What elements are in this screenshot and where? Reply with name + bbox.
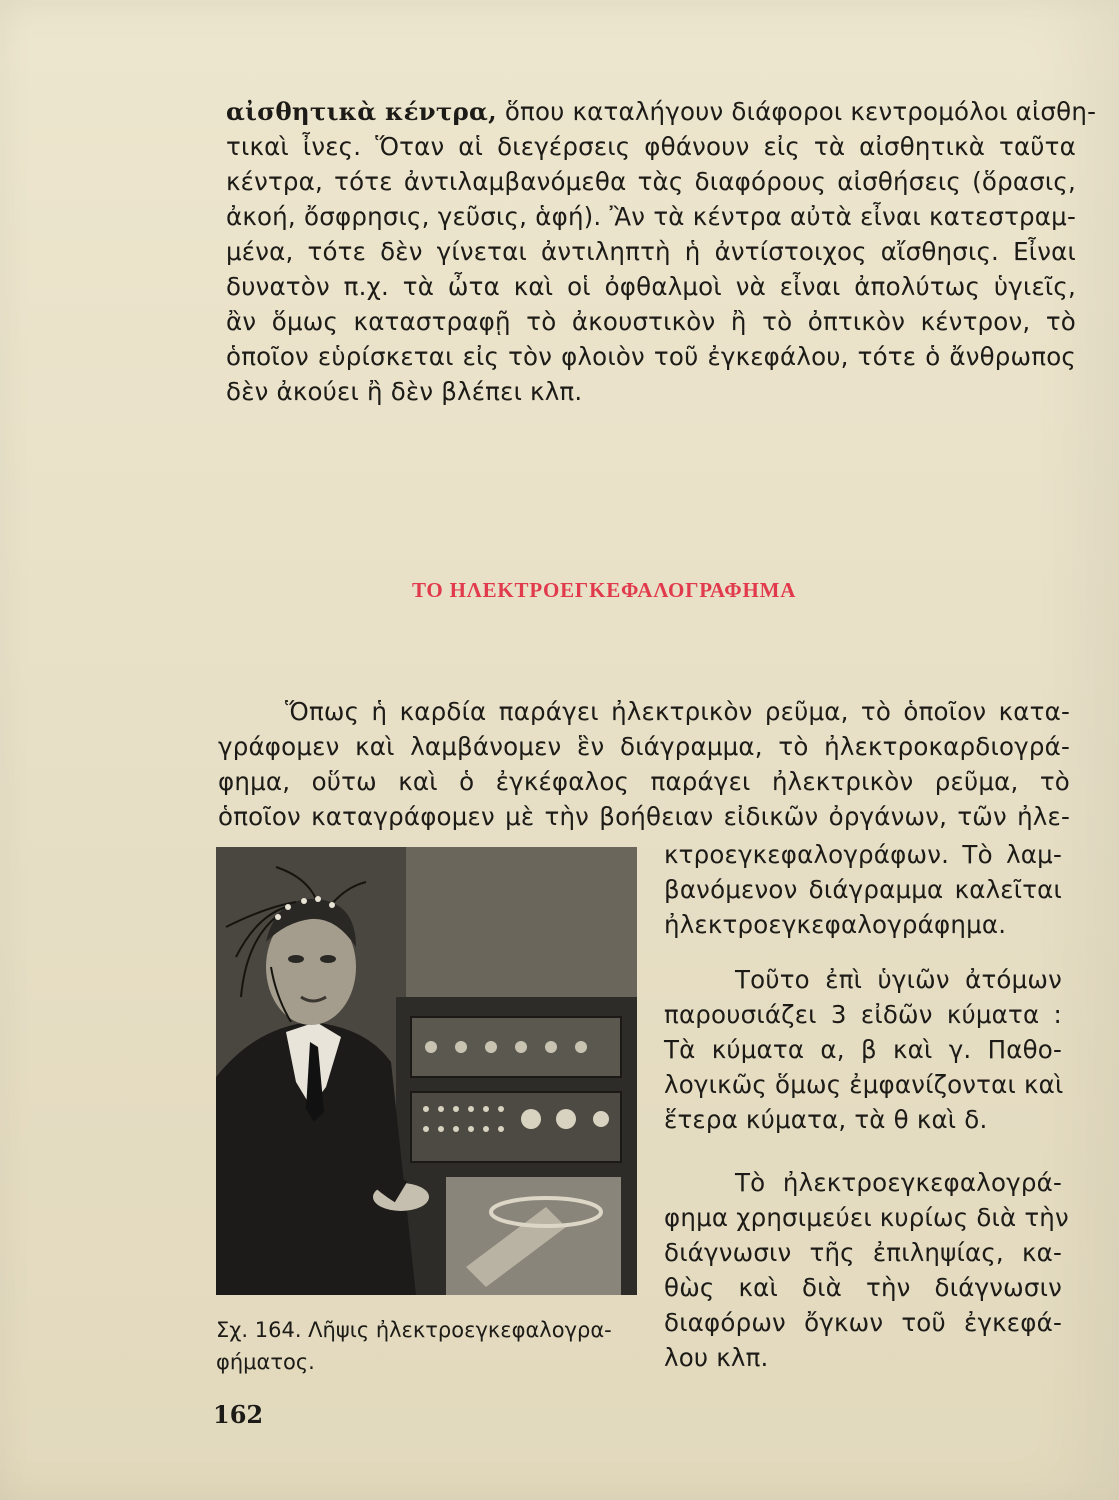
right-p2-line-4: λογικῶς ὅμως ἐμφανίζονται καὶ (664, 1070, 1064, 1099)
right-p2-line-5: ἕτερα κύματα, τὰ θ καὶ δ. (664, 1105, 988, 1134)
right-p1-line-2: βανόμενον διάγραμμα καλεῖται (664, 875, 1062, 904)
intro-line-2: τικαὶ ἶνες. Ὅταν αἱ διεγέρσεις φθάνουν εἰς τὰ αἰσθητικὰ ταῦτα (226, 132, 1076, 161)
body-line-3: φημα, οὕτω καὶ ὁ ἐγκέφαλος παράγει ἠλεκτρικὸν ρεῦμα, τὸ (218, 767, 1070, 796)
intro-line-3: κέντρα, τότε ἀντιλαμβανόμεθα τὰς διαφόρους αἰσθήσεις (ὅρασις, (226, 167, 1076, 196)
right-p2-line-3: Τὰ κύματα α, β καὶ γ. Παθο- (664, 1035, 1062, 1064)
intro-line-5: μένα, τότε δὲν γίνεται ἀντιληπτὴ ἡ ἀντίστοιχος αἴσθησις. Εἶναι (226, 237, 1076, 266)
right-p2-line-2: παρουσιάζει 3 εἰδῶν κύματα : (664, 1000, 1062, 1029)
section-heading: ΤΟ ΗΛΕΚΤΡΟΕΓΚΕΦΑΛΟΓΡΑΦΗΜΑ (412, 578, 797, 602)
right-p2-line-1: Τοῦτο ἐπὶ ὑγιῶν ἀτόμων (735, 965, 1062, 994)
intro-line-4: ἀκοή, ὄσφρησις, γεῦσις, ἁφή). Ἂν τὰ κέντρα αὐτὰ εἶναι κατεστραμ- (226, 202, 1076, 231)
right-p3-line-6: λου κλπ. (664, 1343, 769, 1372)
right-p3-line-2: φημα χρησιμεύει κυρίως διὰ τὴν (664, 1203, 1069, 1232)
intro-line-6: δυνατὸν π.χ. τὰ ὦτα καὶ οἱ ὀφθαλμοὶ νὰ εἶναι ἀπολύτως ὑγιεῖς, (226, 272, 1076, 301)
intro-line-7: ἂν ὅμως καταστραφῇ τὸ ἀκουστικὸν ἢ τὸ ὀπτικὸν κέντρον, τὸ (226, 307, 1076, 336)
right-p3-line-3: διάγνωσιν τῆς ἐπιληψίας, κα- (664, 1238, 1062, 1267)
figure-caption-line-2: φήματος. (216, 1350, 315, 1374)
body-line-4: ὁποῖον καταγράφομεν μὲ τὴν βοήθειαν εἰδικῶν ὀργάνων, τῶν ἠλε- (218, 802, 1070, 831)
body-line-1: Ὅπως ἡ καρδία παράγει ἠλεκτρικὸν ρεῦμα, τὸ ὁποῖον κατα- (285, 697, 1070, 726)
intro-line-1: αἰσθητικὰ κέντρα, ὅπου καταλήγουν διάφοροι κεντρομόλοι αἰσθη- (226, 97, 1097, 126)
eeg-photo-illustration (216, 847, 637, 1295)
body-line-2: γράφομεν καὶ λαμβάνομεν ἓν διάγραμμα, τὸ ἠλεκτροκαρδιογρά- (218, 732, 1070, 761)
right-p3-line-4: θὼς καὶ διὰ τὴν διάγνωσιν (664, 1273, 1062, 1302)
right-p3-line-5: διαφόρων ὄγκων τοῦ ἐγκεφά- (664, 1308, 1062, 1337)
intro-line-9: δὲν ἀκούει ἢ δὲν βλέπει κλπ. (226, 377, 583, 406)
intro-line-8: ὁποῖον εὑρίσκεται εἰς τὸν φλοιὸν τοῦ ἐγκεφάλου, τότε ὁ ἄνθρωπος (226, 342, 1076, 371)
bold-term: αἰσθητικὰ κέντρα, (226, 97, 497, 126)
right-p1-line-3: ἠλεκτροεγκεφαλογράφημα. (664, 910, 1007, 939)
right-p1-line-1: κτροεγκεφαλογράφων. Τὸ λαμ- (664, 840, 1062, 869)
eeg-photograph (216, 847, 637, 1295)
page-number: 162 (213, 1400, 264, 1429)
figure-caption-line-1: Σχ. 164. Λῆψις ἠλεκτροεγκεφαλογρα- (216, 1318, 612, 1342)
right-p3-line-1: Τὸ ἠλεκτροεγκεφαλογρά- (735, 1168, 1062, 1197)
